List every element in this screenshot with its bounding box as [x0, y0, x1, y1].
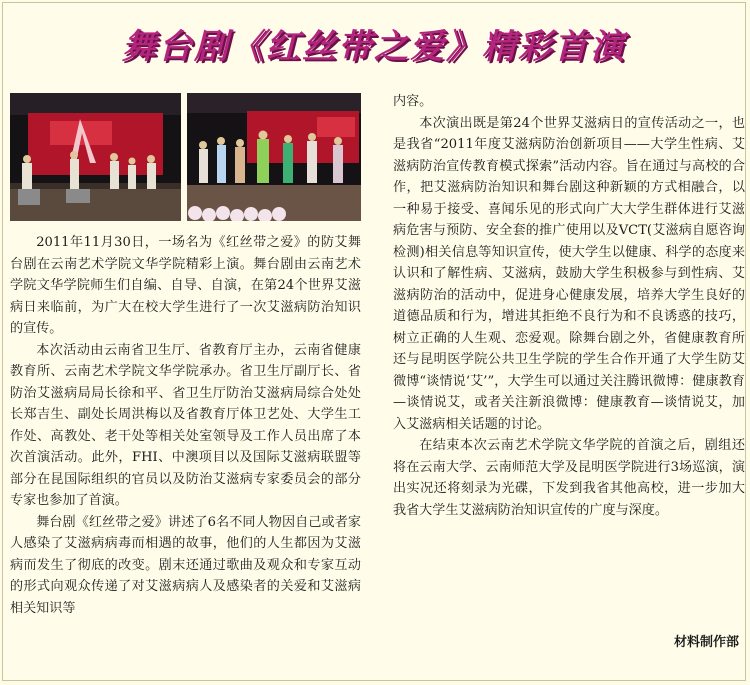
left-paragraph-1: 2011年11月30日，一场名为《红丝带之爱》的防艾舞台剧在云南艺术学院文华学院精彩上演。舞台剧由云南艺术学院文华学院师生们自编、自导、自演，在第24个世界艾滋病日来临前，为广大在校大学生进行了一次艾滋病防治知识的宣传。	[10, 235, 361, 336]
right-paragraph-continuation: 内容。	[393, 94, 433, 109]
newsletter-page	[2, 2, 746, 681]
byline: 材料制作部	[673, 635, 739, 650]
left-paragraph-2: 本次活动由云南省卫生厅、省教育厅主办，云南省健康教育所、云南艺术学院文华学院承办。省卫生厅副厅长、省防治艾滋病局局长徐和平、省卫生厅防治艾滋病局综合处处长郑吉生、副处长周洪梅以及省教育厅体卫艺处、大学生工作处、高教处、老干处等相关处室领导及工作人员出席了本次首演活动。此外，FHI、中澳项目以及国际艾滋病联盟等部分在昆国际组织的官员以及防治艾滋病专家委员会的部分专家也参加了首演。	[10, 342, 361, 508]
left-article-text	[10, 232, 361, 619]
photo-strip	[10, 93, 361, 221]
stage-photo-left-image	[10, 93, 181, 221]
left-column	[10, 93, 361, 619]
stage-photo-left	[10, 93, 181, 221]
stage-photo-right	[187, 93, 361, 221]
right-paragraph-2: 在结束本次云南艺术学院文华学院的首演之后，剧组还将在云南大学、云南师范大学及昆明医学院进行3场巡演，演出实况还将刻录为光碟，下发到我省其他高校，进一步加大我省大学生艾滋病防治知识宣传的广度与深度。	[393, 438, 745, 518]
left-paragraph-3: 舞台剧《红丝带之爱》讲述了6名不同人物因自己或者家人感染了艾滋病病毒而相遇的故事，他们的人生都因为艾滋病而发生了彻底的改变。剧末还通过歌曲及观众和专家互动的形式向观众传递了对艾滋病病人及感染者的关爱和艾滋病相关知识等	[10, 514, 361, 616]
right-article-text	[393, 91, 745, 521]
stage-photo-right-image	[187, 93, 361, 221]
right-column	[393, 91, 745, 521]
right-paragraph-1: 本次演出既是第24个世界艾滋病日的宣传活动之一，也是我省“2011年度艾滋病防治创新项目——大学生性病、艾滋病防治宣传教育模式探索”活动内容。旨在通过与高校的合作，把艾滋病防治知识和舞台剧这种新颖的方式相融合，以一种易于接受、喜闻乐见的形式向广大大学生群体进行艾滋病危害与预防、安全套的推广使用以及VCT(艾滋病自愿咨询检测)相关信息等知识宣传，使大学生以健康、科学的态度来认识和了解性病、艾滋病，鼓励大学生积极参与到性病、艾滋病防治的活动中，促进身心健康发展，培养大学生良好的道德品质和行为，增进其拒绝不良行为和不良诱惑的技巧，树立正确的人生观、恋爱观。除舞台剧之外，省健康教育所还与昆明医学院公共卫生学院的学生合作开通了大学生防艾微博“谈情说‘艾’”，大学生可以通过关注腾讯微博：健康教育—谈情说艾，或者关注新浪微博：健康教育—谈情说艾，加入艾滋病相关话题的讨论。	[393, 115, 745, 432]
article-title: 舞台剧《红丝带之爱》精彩首演	[122, 27, 626, 67]
